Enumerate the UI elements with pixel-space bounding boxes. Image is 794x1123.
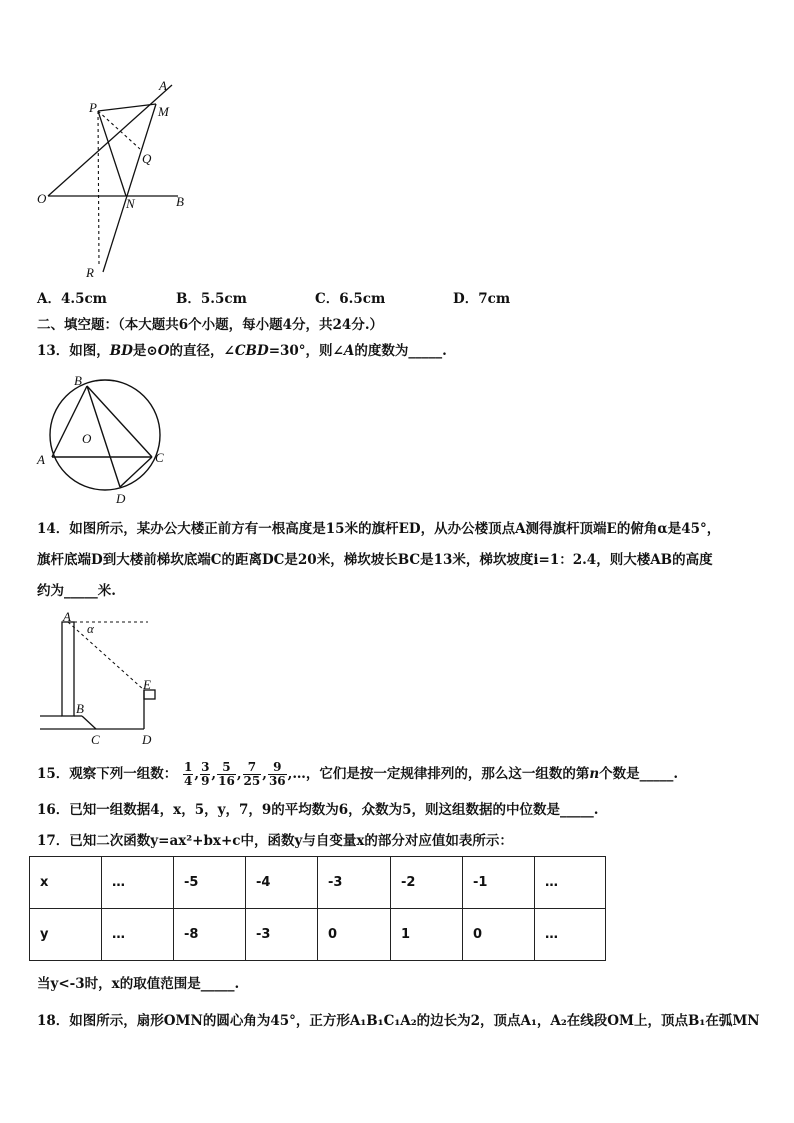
table-cell: -2 — [391, 857, 463, 909]
question-17: 17．已知二次函数y=ax²+bx+c中，函数y与自变量x的部分对应值如表所示： — [37, 833, 513, 849]
point-b-label: B — [176, 194, 184, 209]
table-row — [30, 909, 606, 961]
q14-line-1: 14．如图所示，某办公大楼正前方有一根高度是15米的旗杆ED，从办公楼顶点A测得旗杆顶端E的俯角α是45°， — [37, 521, 721, 537]
flagpole-top-e-label: E — [143, 677, 151, 692]
fraction-denominator: 9 — [201, 774, 210, 788]
q12-option-a: A．4.5cm — [37, 291, 107, 307]
fraction-numerator: 5 — [217, 761, 236, 775]
point-q-label: Q — [142, 151, 152, 166]
q15-n: n — [589, 766, 600, 782]
table-cell: 0 — [318, 909, 391, 961]
table-cell: … — [535, 857, 606, 909]
q13-a: A — [343, 343, 355, 359]
table-cell: x — [30, 857, 102, 909]
table-cell: y — [30, 909, 102, 961]
q15-ellipsis: ,… — [287, 766, 306, 782]
fraction-numerator: 7 — [243, 761, 262, 775]
circle-point-d-label: D — [116, 491, 126, 506]
fraction — [200, 761, 210, 788]
question-15: 15．观察下列一组数： $\frac{1}{4}$ , $\frac{3}{9}$ , $\frac{5}{16}$ , $\frac{7}{25}$ , $\frac{9}{36}$ ,…，它们是按一定规律排列的，那么这一组数的第n个数是_____. — [37, 760, 679, 788]
fraction-denominator: 36 — [268, 774, 286, 788]
point-r-label: R — [86, 265, 94, 280]
question-16: 16．已知一组数据4，x，5，y，7，9的平均数为6，众数为5，则这组数据的中位数是_____. — [37, 802, 599, 818]
q13-mid1: 是⊙ — [132, 343, 158, 359]
fraction — [243, 761, 262, 788]
table-cell: 1 — [391, 909, 463, 961]
circle-center-o-label: O — [82, 431, 92, 446]
point-p-label: P — [89, 100, 97, 115]
q15-suffix: 个数是_____. — [599, 766, 679, 782]
q14-line-3: 约为_____米. — [37, 583, 116, 599]
fraction — [183, 761, 193, 788]
q15-middle: ，它们是按一定规律排列的，那么这一组数的第 — [305, 766, 590, 782]
fraction-numerator: 1 — [184, 760, 193, 774]
table-cell: … — [102, 909, 174, 961]
building-point-a-label: A — [63, 609, 71, 624]
point-a-label: A — [159, 78, 167, 93]
table-cell: -5 — [174, 857, 246, 909]
angle-alpha-label: α — [87, 621, 94, 636]
point-m-label: M — [158, 104, 169, 119]
table-cell: -3 — [318, 857, 391, 909]
q14-line-2: 旗杆底端D到大楼前梯坎底端C的距离DC是20米，梯坎坡长BC是13米，梯坎坡度i=1：2.4，则大楼AB的高度 — [37, 552, 713, 568]
fraction-denominator: 16 — [218, 774, 235, 788]
q12-option-b: B．5.5cm — [176, 291, 247, 307]
q17-question: 当y<-3时，x的取值范围是_____. — [37, 976, 240, 992]
q13-cbd: CBD — [234, 343, 269, 359]
circle-point-b-label: B — [74, 373, 82, 388]
table-cell: -1 — [463, 857, 535, 909]
q13-mid3: =30°，则∠ — [268, 343, 344, 359]
fraction-denominator: 25 — [243, 774, 261, 788]
q13-o: O — [157, 343, 170, 359]
circle-point-a-label: A — [37, 452, 45, 467]
fraction-denominator: 4 — [184, 774, 193, 788]
point-o-label: O — [37, 191, 47, 206]
q13-bd: BD — [109, 343, 133, 359]
q15-prefix: 15．观察下列一组数： — [37, 766, 178, 782]
table-cell: … — [102, 857, 174, 909]
q12-option-c: C．6.5cm — [315, 291, 386, 307]
table-cell: … — [535, 909, 606, 961]
circle-point-c-label: C — [155, 450, 164, 465]
building-point-b-label: B — [76, 701, 84, 716]
fraction — [217, 761, 236, 788]
question-18: 18．如图所示，扇形OMN的圆心角为45°，正方形A₁B₁C₁A₂的边长为2，顶点A₁，A₂在线段OM上，顶点B₁在弧MN — [37, 1013, 760, 1029]
table-cell: -3 — [246, 909, 318, 961]
fraction — [268, 761, 287, 788]
table-cell: -8 — [174, 909, 246, 961]
fraction-numerator: 9 — [268, 761, 287, 775]
q13-mid2: 的直径，∠ — [169, 343, 235, 359]
q13-prefix: 13．如图， — [37, 343, 110, 359]
table-cell: -4 — [246, 857, 318, 909]
q12-option-d: D．7cm — [453, 291, 511, 307]
value-table — [29, 856, 606, 961]
section-heading: 二、填空题：（本大题共6个小题，每小题4分，共24分.） — [37, 317, 384, 333]
table-cell: 0 — [463, 909, 535, 961]
q13-suffix: 的度数为_____. — [354, 343, 447, 359]
slope-point-c-label: C — [91, 732, 100, 747]
point-n-label: N — [126, 196, 135, 211]
fraction-numerator: 3 — [201, 760, 210, 774]
table-row — [30, 857, 606, 909]
flagpole-base-d-label: D — [142, 732, 152, 747]
